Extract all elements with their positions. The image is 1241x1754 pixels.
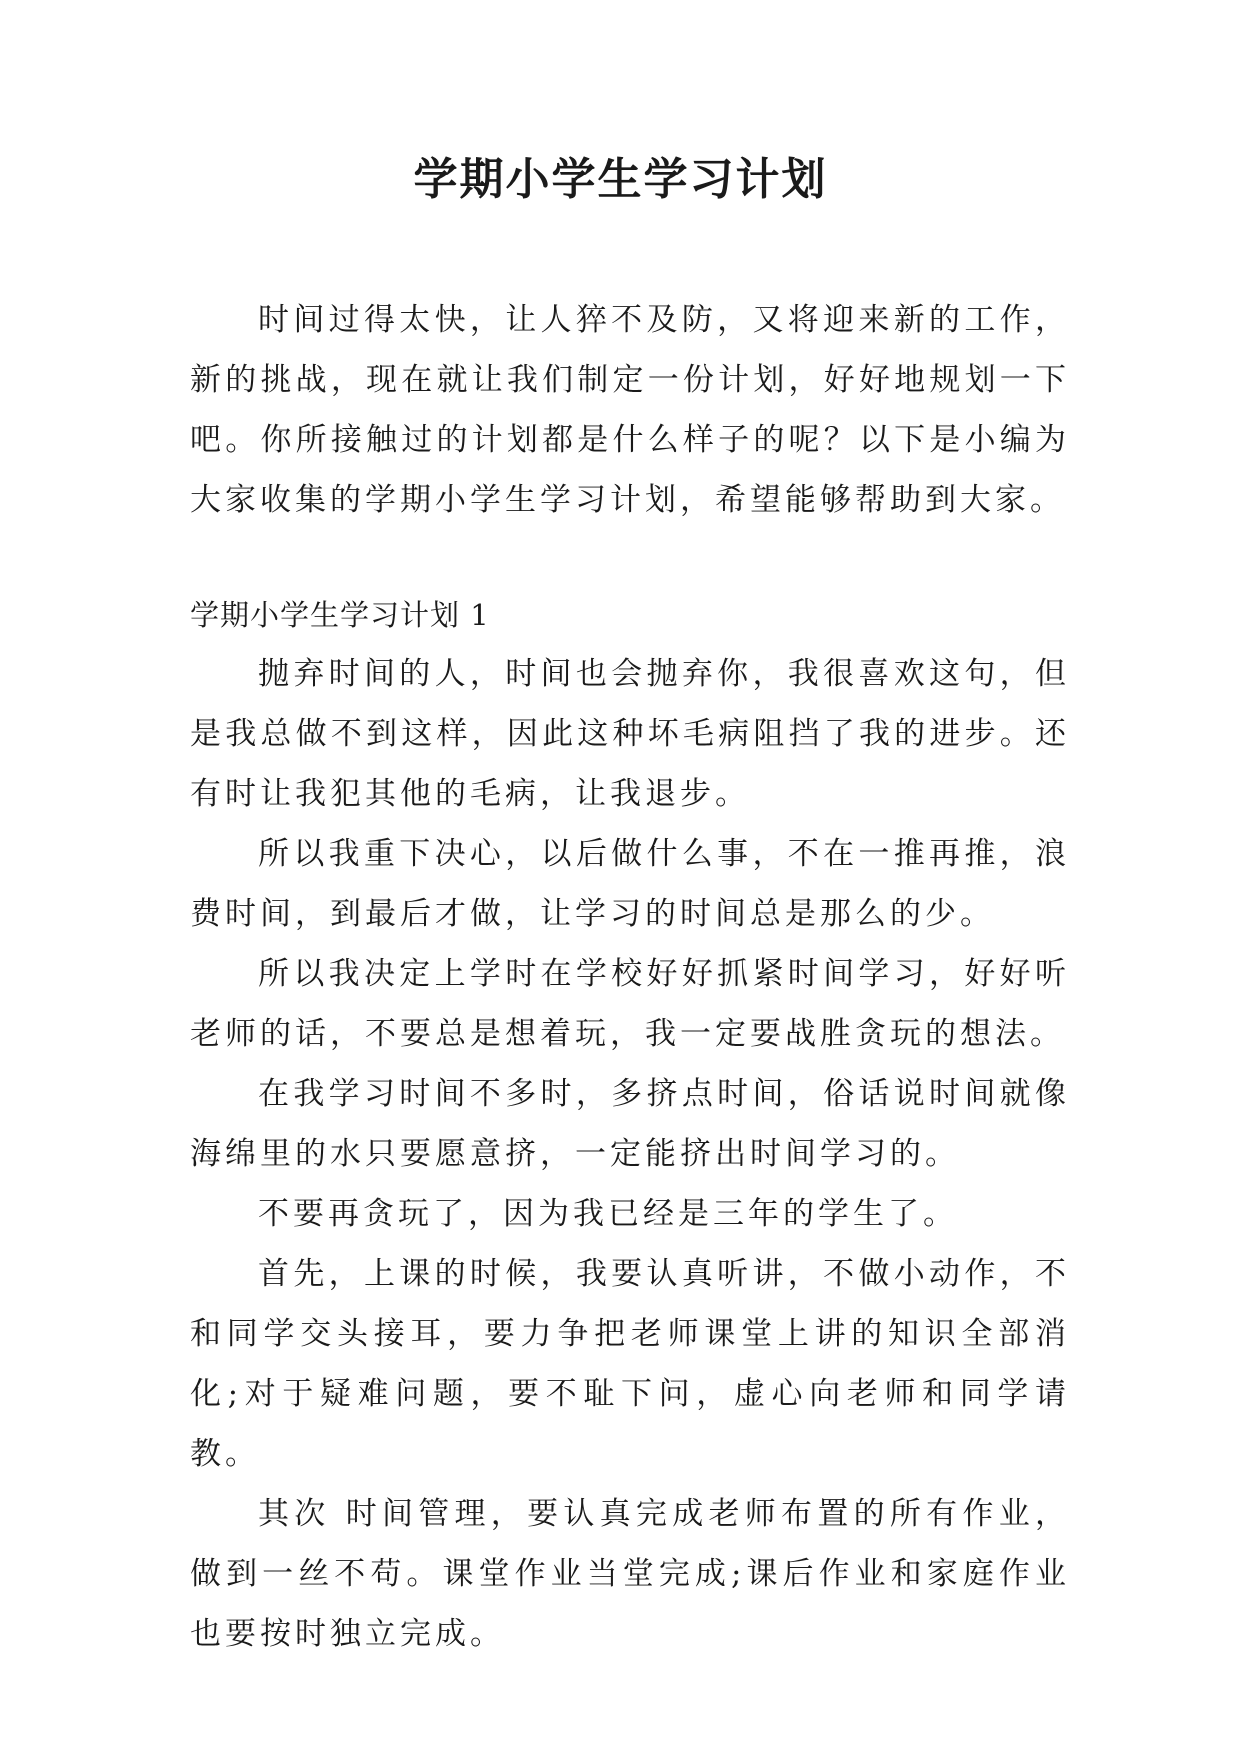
body-paragraph-3: 所以我决定上学时在学校好好抓紧时间学习，好好听老师的话，不要总是想着玩，我一定要战胜贪玩的想法。 <box>190 956 1070 1052</box>
body-paragraph-6: 首先，上课的时候，我要认真听讲，不做小动作，不和同学交头接耳，要力争把老师课堂上讲的知识全部消化;对于疑难问题，要不耻下问，虚心向老师和同学请教。 <box>190 1256 1070 1472</box>
document-title: 学期小学生学习计划 <box>413 154 828 205</box>
section-heading: 学期小学生学习计划 1 <box>190 598 490 632</box>
body-paragraph-5: 不要再贪玩了，因为我已经是三年的学生了。 <box>258 1196 958 1232</box>
intro-paragraph: 时间过得太快，让人猝不及防，又将迎来新的工作，新的挑战，现在就让我们制定一份计划，好好地规划一下吧。你所接触过的计划都是什么样子的呢？以下是小编为大家收集的学期小学生学习计划，希望能够帮助到大家。 <box>190 302 1070 518</box>
document-body <box>190 290 1070 1664</box>
body-paragraph-2: 所以我重下决心，以后做什么事，不在一推再推，浪费时间，到最后才做，让学习的时间总是那么的少。 <box>190 836 1070 932</box>
body-paragraph-1: 抛弃时间的人，时间也会抛弃你，我很喜欢这句，但是我总做不到这样，因此这种坏毛病阻挡了我的进步。还有时让我犯其他的毛病，让我退步。 <box>190 656 1070 812</box>
body-paragraph-7: 其次 时间管理，要认真完成老师布置的所有作业，做到一丝不苟。课堂作业当堂完成;课后作业和家庭作业也要按时独立完成。 <box>190 1496 1070 1652</box>
body-paragraph-4: 在我学习时间不多时，多挤点时间，俗话说时间就像海绵里的水只要愿意挤，一定能挤出时间学习的。 <box>190 1076 1070 1172</box>
